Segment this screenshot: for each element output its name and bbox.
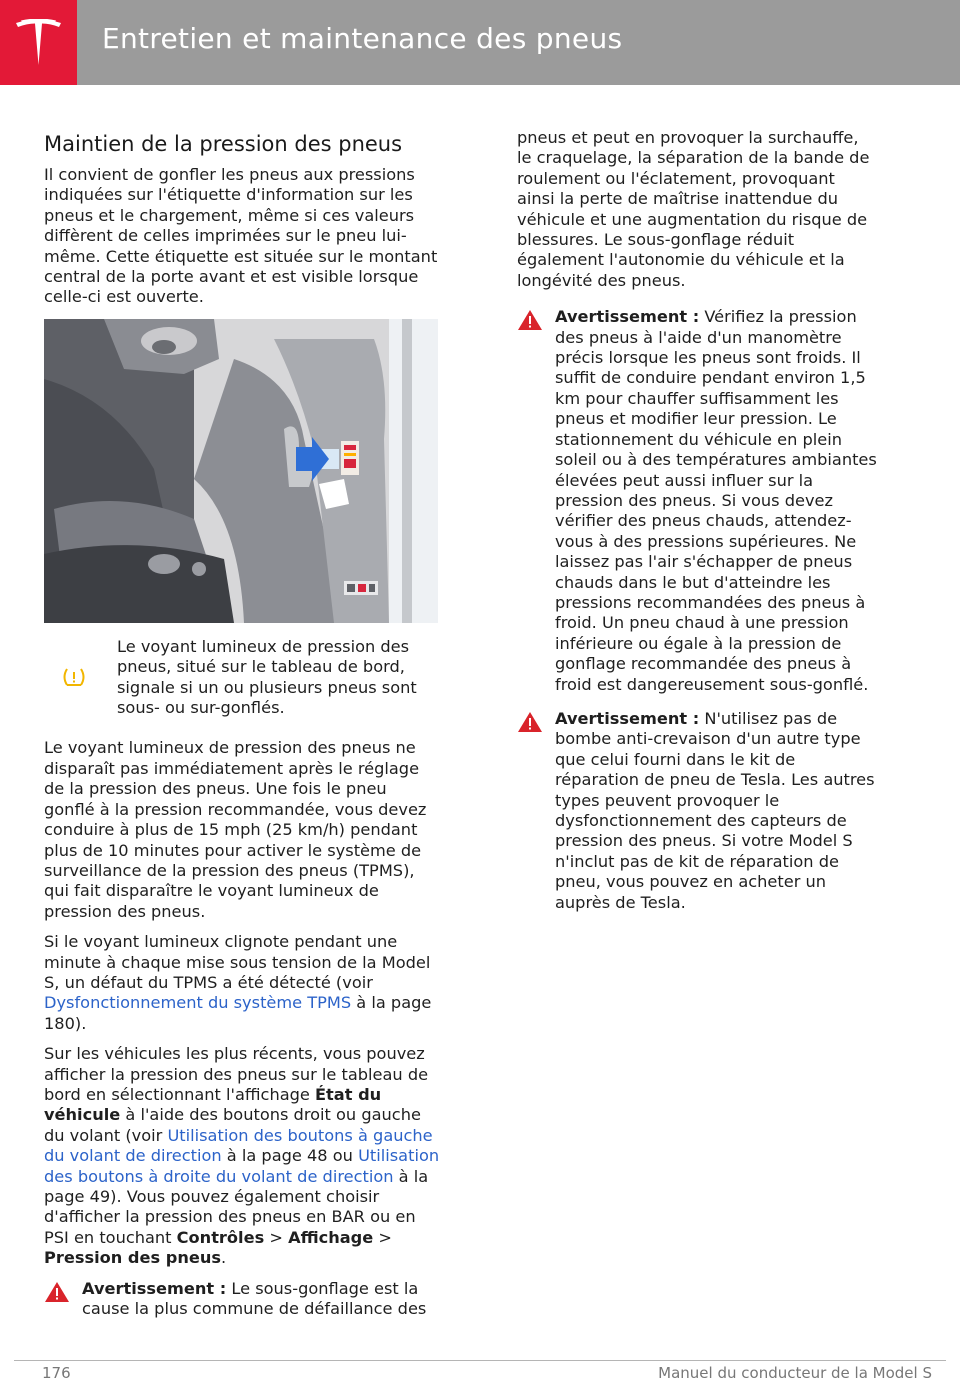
warning-triangle-icon [517,711,543,733]
menu-separator: > [264,1227,289,1247]
bold-vehicle-status: État du véhicule [44,1084,382,1125]
paragraph-intro: Il convient de gonfler les pneus aux pressions indiquées sur l'étiquette d'information sur les pneus et le chargement, même si ces valeurs diffèrent de celles imprimées sur le pneu lui-même. Cette étiquette est située sur le montant central de la porte avant et est visible lorsque celle-ci est ouverte. [44,165,438,307]
text-segment: à la page 180). [44,993,432,1033]
seat-illustration [44,319,438,623]
bold-controls: Contrôles [176,1227,265,1247]
paragraph-display [44,1044,440,1268]
tpms-warning-icon [61,667,87,689]
footer-divider [14,1360,946,1361]
text-segment: à la page 49). Vous pouvez également choisir d'afficher la pression des pneus en BAR ou en PSI en touchant [44,1166,429,1247]
link-right-buttons[interactable]: Utilisation des boutons à droite du volant de direction [44,1146,440,1186]
page-header [0,0,960,85]
text-segment: . [221,1248,227,1268]
right-column [517,128,877,924]
bold-display: Affichage [288,1227,374,1247]
menu-separator: > [373,1227,392,1247]
paragraph-reset: Le voyant lumineux de pression des pneus ne disparaît pas immédiatement après le réglage de la pression des pneus. Une fois le pneu gonflé à la pression recommandée, vous devez conduire à plus de 15 mph (25 km/h) pendant plus de 10 minutes pour activer le système de surveillance de la pression des pneus (TPMS), qui fait disparaître le voyant lumineux de pression des pneus. [44,738,427,921]
warning-triangle-icon [517,309,543,331]
page-title: Entretien et maintenance des pneus [102,22,623,55]
warning-label: Avertissement : [555,708,700,728]
warning-sealant [517,709,877,913]
tpms-note [44,637,440,719]
link-tpms-fault[interactable]: Dysfonctionnement du système TPMS [44,993,352,1013]
text-segment: à la page 48 ou [221,1146,359,1166]
warning-text: N'utilisez pas de bombe anti-crevaison d'un autre type que celui fourni dans le kit de réparation de pneu de Tesla. Les autres types peuvent provoquer le dysfonctionnement des capteurs de pression des pneus. Si votre Model S n'inclut pas de kit de réparation de pneu, vous pouvez en acheter un auprès de Tesla. [555,708,875,912]
tesla-logo-icon [15,19,62,67]
warning-label: Avertissement : [555,307,700,327]
page-number: 176 [42,1364,71,1382]
bold-tire-pressure: Pression des pneus [44,1248,222,1268]
text-segment: à l'aide des boutons droit ou gauche du volant (voir [44,1105,421,1145]
warning-triangle-icon [44,1281,70,1303]
warning-underinflation [44,1279,440,1320]
logo-box [0,0,77,85]
warning-text: Le sous-gonflage est la cause la plus commune de défaillance des [82,1278,427,1319]
warning-text: Vérifiez la pression des pneus à l'aide d'un manomètre précis lorsque les pneus sont froids. Il suffit de conduire pendant environ 1,5 km pour chauffer suffisamment les pneus et modifier leur pression. Le stationnement du véhicule en plein soleil ou à des températures ambiantes élevées peut aussi influer sur la pression des pneus. Si vous devez vérifier des pneus chauds, attendez-vous à des pressions supérieures. Ne laissez pas l'air s'échapper de pneus chauds dans le but d'atteindre les pressions recommandées des pneus à froid. Un pneu chaud à une pression inférieure ou égale à la pression de gonflage recommandée des pneus à froid est dangereusement sous-gonflé. [555,307,877,694]
left-column [44,130,440,1330]
section-heading: Maintien de la pression des pneus [44,132,403,156]
text-segment: Sur les véhicules les plus récents, vous pouvez afficher la pression des pneus sur le tableau de bord en sélectionnant l'affichage [44,1044,429,1104]
warning-label: Avertissement : [82,1278,227,1298]
door-pillar-photo [44,319,438,623]
footer-title: Manuel du conducteur de la Model S [658,1364,932,1382]
paragraph-continued: pneus et peut en provoquer la surchauffe, le craquelage, la séparation de la bande de roulement ou l'éclatement, provoquant ainsi la perte de maîtrise inattendue du véhicule et une augmentation du risque de blessures. Le sous-gonflage réduit également l'autonomie du véhicule et la longévité des pneus. [517,128,870,290]
note-text: Le voyant lumineux de pression des pneus, situé sur le tableau de bord, signale si un ou plusieurs pneus sont sous- ou sur-gonflés. [117,636,417,718]
text-segment: Si le voyant lumineux clignote pendant une minute à chaque mise sous tension de la Model S, un défaut du TPMS a été détecté (voir [44,932,431,992]
warning-check-pressure [517,307,877,695]
paragraph-fault [44,932,440,1034]
link-left-buttons[interactable]: Utilisation des boutons à gauche du volant de direction [44,1125,433,1166]
